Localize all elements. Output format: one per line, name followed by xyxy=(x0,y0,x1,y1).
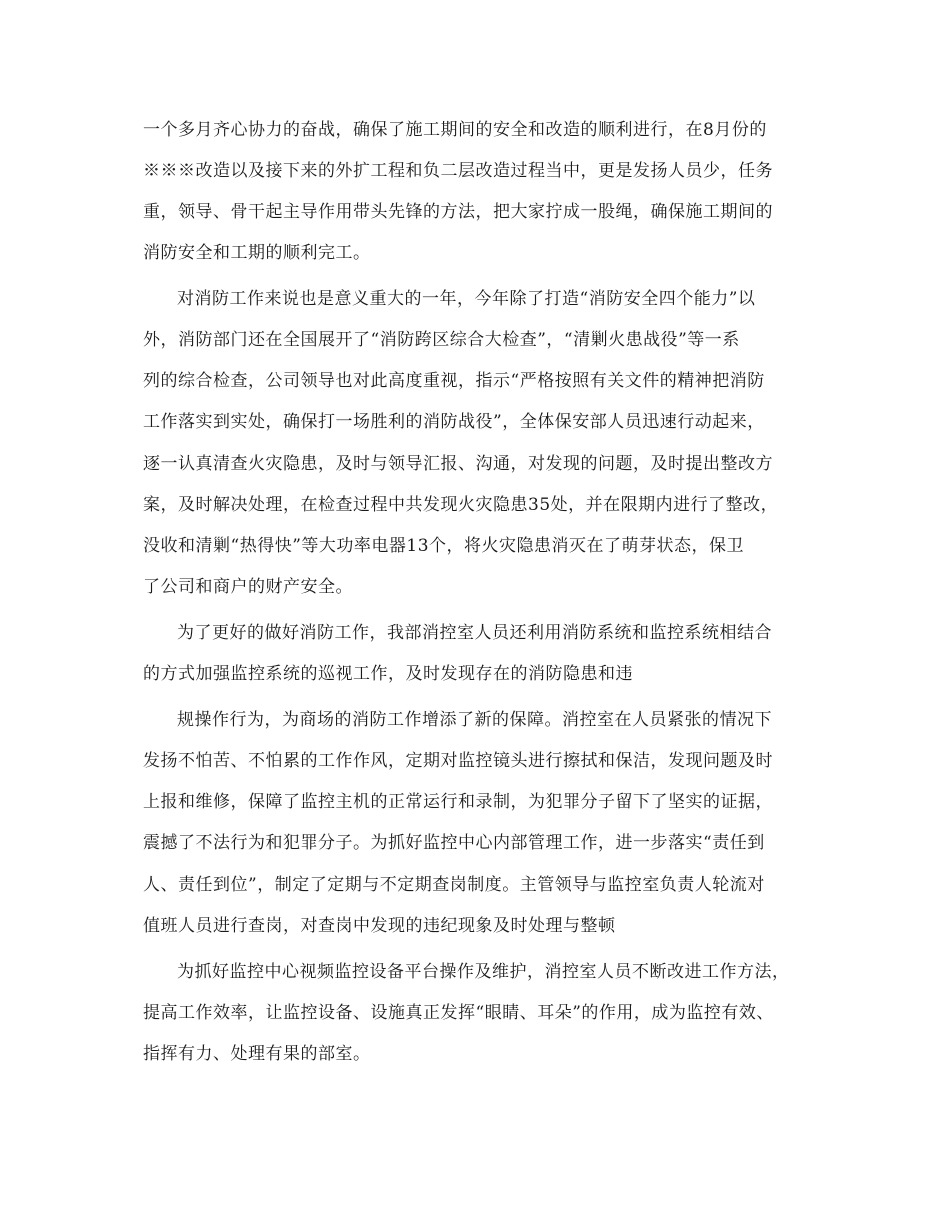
text-line: 指挥有力、处理有果的部室。 xyxy=(143,1044,371,1064)
text-line: 震撼了不法行为和犯罪分子。为抓好监控中心内部管理工作，进一步落实“责任到 xyxy=(143,833,765,853)
text-line: 列的综合检查，公司领导也对此高度重视，指示“严格按照有关文件的精神把消防 xyxy=(143,371,765,391)
text-line: 没收和清剿“热得快”等大功率电器13个，将火灾隐患消灭在了萌芽状态，保卫 xyxy=(143,536,745,556)
text-line: 发扬不怕苦、不怕累的工作作风，定期对监控镜头进行擦拭和保洁，发现问题及时 xyxy=(143,751,773,771)
text-line: ※※※改造以及接下来的外扩工程和负二层改造过程当中，更是发扬人员少，任务 xyxy=(143,161,773,181)
text-line: 上报和维修，保障了监控主机的正常运行和录制，为犯罪分子留下了坚实的证据， xyxy=(143,792,773,812)
text-line: 值班人员进行查岗，对查岗中发现的违纪现象及时处理与整顿 xyxy=(143,916,616,936)
text-line: 工作落实到实处，确保打一场胜利的消防战役”，全体保安部人员迅速行动起来， xyxy=(143,412,765,432)
text-line: 规操作行为，为商场的消防工作增添了新的保障。消控室在人员紧张的情况下 xyxy=(177,710,772,730)
text-line: 外，消防部门还在全国展开了“消防跨区综合大检查”，“清剿火患战役”等一系 xyxy=(143,330,740,350)
text-line: 人、责任到位”，制定了定期与不定期查岗制度。主管领导与监控室负责人轮流对 xyxy=(143,875,765,895)
text-line: 消防安全和工期的顺利完工。 xyxy=(143,243,371,263)
text-line: 一个多月齐心协力的奋战，确保了施工期间的安全和改造的顺利进行，在8月份的 xyxy=(143,120,767,140)
text-line: 对消防工作来说也是意义重大的一年，今年除了打造“消防安全四个能力”以 xyxy=(177,289,756,309)
text-line: 为抓好监控中心视频监控设备平台操作及维护，消控室人员不断改进工作方法， xyxy=(177,962,790,982)
text-line: 逐一认真清查火灾隐患，及时与领导汇报、沟通，对发现的问题，及时提出整改方 xyxy=(143,454,773,474)
text-line: 提高工作效率，让监控设备、设施真正发挥“眼睛、耳朵”的作用，成为监控有效、 xyxy=(143,1003,774,1023)
text-line: 重，领导、骨干起主导作用带头先锋的方法，把大家拧成一股绳，确保施工期间的 xyxy=(143,202,773,222)
text-line: 了公司和商户的财产安全。 xyxy=(143,577,353,597)
text-line: 案，及时解决处理，在检查过程中共发现火灾隐患35处，并在限期内进行了整改， xyxy=(143,495,779,515)
text-line: 为了更好的做好消防工作，我部消控室人员还利用消防系统和监控系统相结合 xyxy=(177,623,772,643)
text-line: 的方式加强监控系统的巡视工作，及时发现存在的消防隐患和违 xyxy=(143,664,633,684)
